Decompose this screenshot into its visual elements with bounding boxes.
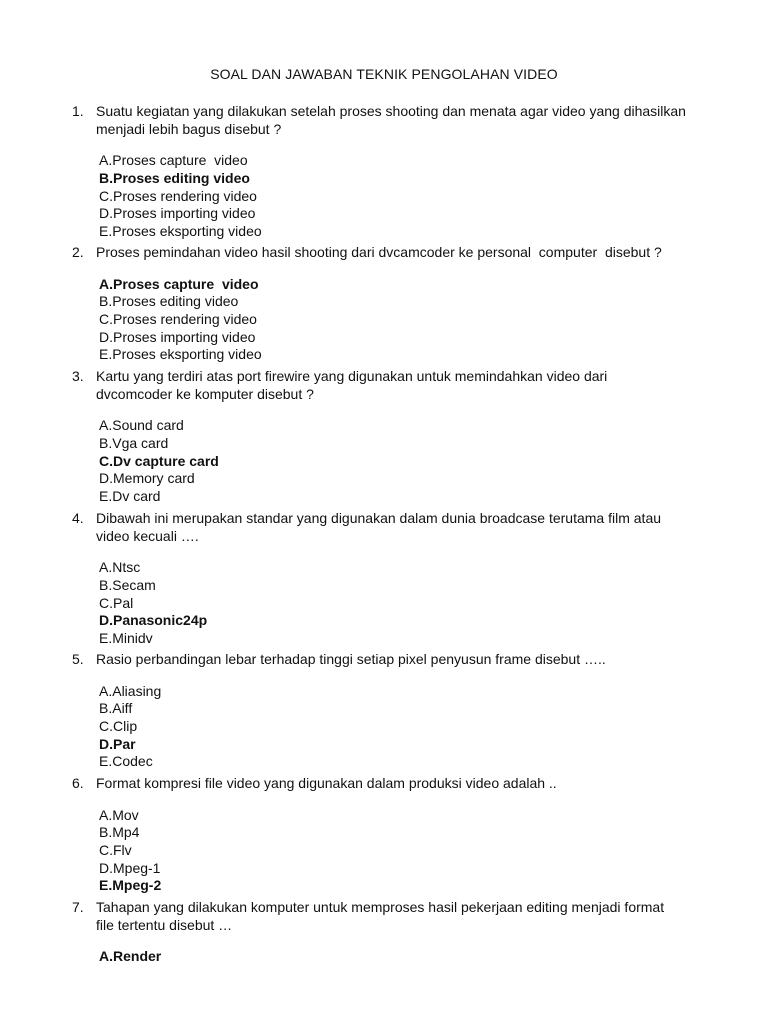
question-number: 2.	[72, 244, 84, 260]
question-number: 1.	[72, 103, 84, 119]
correct-answer-option: B.Proses editing video	[99, 170, 250, 187]
question-text	[96, 244, 712, 262]
answer-option: E.Proses eksporting video	[99, 223, 262, 240]
question-text	[96, 103, 712, 138]
question-text	[96, 651, 712, 669]
question-number: 6.	[72, 775, 84, 791]
answer-option: A.Mov	[99, 806, 139, 823]
correct-answer-option: A.Proses capture video	[99, 275, 259, 292]
question-text-line: Rasio perbandingan lebar terhadap tinggi setiap pixel penyusun frame disebut …..	[96, 651, 606, 667]
answer-option: E.Codec	[99, 753, 153, 770]
correct-answer-option: D.Panasonic24p	[99, 612, 208, 629]
answer-option: E.Dv card	[99, 488, 161, 505]
question-number: 3.	[72, 368, 84, 384]
answer-option: D.Proses importing video	[99, 205, 256, 222]
question-block	[72, 103, 712, 255]
question-text-line: Dibawah ini merupakan standar yang digunakan dalam dunia broadcase terutama film atau	[96, 510, 662, 526]
question-block	[72, 899, 712, 980]
question-text-line: dvcomcoder ke komputer disebut ?	[96, 385, 314, 402]
answer-option: D.Memory card	[99, 470, 195, 487]
question-text-line: file tertentu disebut …	[96, 916, 233, 933]
correct-answer-option: E.Mpeg-2	[99, 877, 162, 894]
question-text-line: video kecuali ….	[96, 527, 199, 544]
question-block	[72, 368, 712, 520]
question-text-line: Tahapan yang dilakukan komputer untuk memproses hasil pekerjaan editing menjadi format	[96, 899, 665, 915]
question-text	[96, 899, 712, 934]
question-text	[96, 510, 712, 545]
question-text-line: Kartu yang terdiri atas port firewire yang digunakan untuk memindahkan video dari	[96, 368, 608, 384]
answer-option: C.Flv	[99, 842, 132, 859]
answer-option: B.Aiff	[99, 700, 133, 717]
answer-options	[99, 559, 712, 647]
question-block	[72, 510, 712, 662]
question-number: 7.	[72, 899, 84, 915]
question-number: 4.	[72, 510, 84, 526]
answer-option: C.Proses rendering video	[99, 311, 257, 328]
question-block	[72, 651, 712, 785]
question-block	[72, 244, 712, 378]
answer-option: B.Proses editing video	[99, 293, 239, 310]
answer-option: A.Proses capture video	[99, 152, 248, 169]
correct-answer-option: D.Par	[99, 735, 136, 752]
answer-option: C.Pal	[99, 594, 134, 611]
answer-options	[99, 276, 712, 364]
question-number: 5.	[72, 651, 84, 667]
question-text-line: Suatu kegiatan yang dilakukan setelah proses shooting dan menata agar video yang dihasilkan	[96, 103, 686, 119]
question-text-line: Format kompresi file video yang digunakan dalam produksi video adalah ..	[96, 775, 557, 791]
correct-answer-option: A.Render	[99, 948, 162, 965]
page-title: SOAL DAN JAWABAN TEKNIK PENGOLAHAN VIDEO	[210, 66, 558, 82]
answer-option: D.Mpeg-1	[99, 859, 161, 876]
answer-option: B.Mp4	[99, 824, 140, 841]
answer-option: A.Sound card	[99, 417, 184, 434]
question-block	[72, 775, 712, 909]
question-text	[96, 775, 712, 793]
answer-options	[99, 683, 712, 771]
answer-options	[99, 417, 712, 505]
answer-option: E.Proses eksporting video	[99, 346, 262, 363]
answer-option: E.Minidv	[99, 630, 153, 647]
answer-option: A.Aliasing	[99, 682, 162, 699]
answer-option: D.Proses importing video	[99, 328, 256, 345]
answer-option: C.Clip	[99, 718, 138, 735]
answer-option: A.Ntsc	[99, 559, 141, 576]
correct-answer-option: C.Dv capture card	[99, 452, 219, 469]
answer-options	[99, 948, 712, 966]
answer-option: C.Proses rendering video	[99, 187, 257, 204]
question-text-line: menjadi lebih bagus disebut ?	[96, 120, 282, 137]
answer-option: B.Secam	[99, 577, 156, 594]
question-text	[96, 368, 712, 403]
answer-option: B.Vga card	[99, 435, 169, 452]
answer-options	[99, 152, 712, 240]
question-text-line: Proses pemindahan video hasil shooting dari dvcamcoder ke personal computer disebut ?	[96, 244, 662, 260]
answer-options	[99, 807, 712, 895]
